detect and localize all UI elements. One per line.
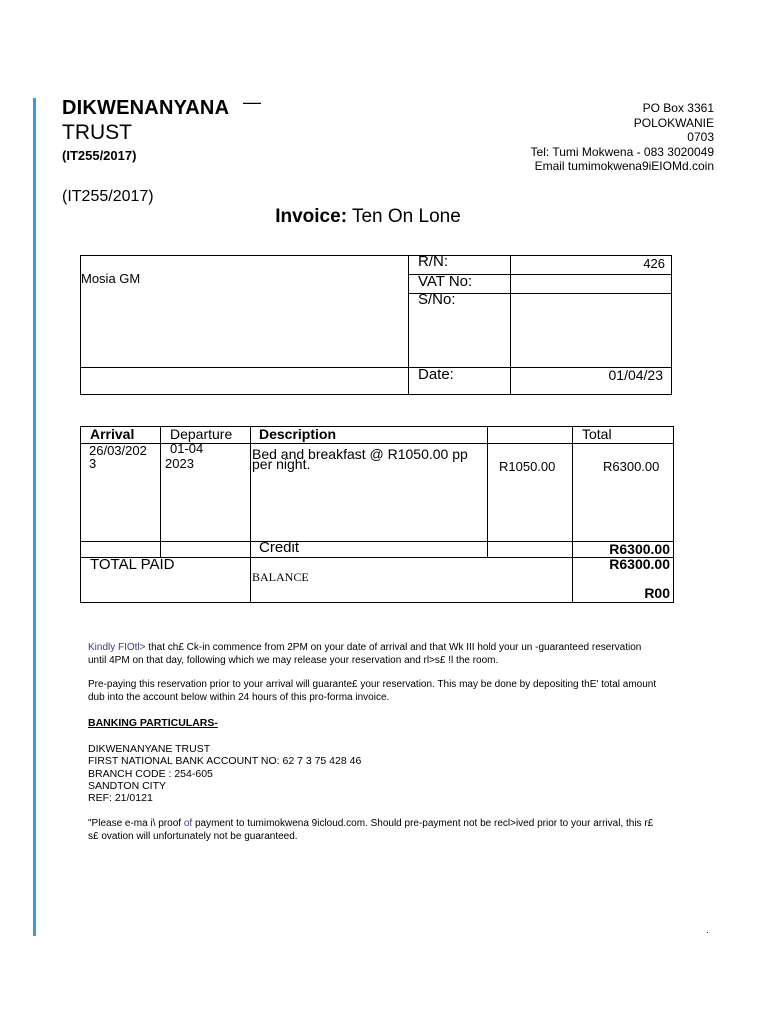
departure-line-2: 2023 [165,456,194,471]
org-name-dash: — [243,92,261,112]
address-line: 0703 [687,130,714,144]
banking-heading: BANKING PARTICULARS- [88,717,218,729]
divider [572,426,573,603]
rn-label: R/N: [418,253,448,270]
org-registration: (IT255/2017) [62,148,137,163]
date-value: 01/04/23 [608,367,663,383]
arrival-line-1: 26/03/202 [89,443,147,458]
credit-value: R6300.00 [609,541,670,557]
departure-line-1: 01-04 [170,441,204,456]
divider [487,426,488,557]
banking-details [88,743,361,804]
checkin-note-text: that ch£ Ck-in commence from 2PM on your date of arrival and that Wk III hold your un -guaranteed reservation until 4PM on that day, following which we may release your reservation and rl>s£ !l the room. [88,642,642,666]
checkin-note-kindly: Kindly FIOtl> [88,642,146,653]
rate-cell: R1050.00 [499,459,556,474]
bank-line: SANDTON CITY [88,779,166,792]
proof-note-a: "Please e-ma i\ proof [88,818,184,829]
address-line: Tel: Tumi Mokwena - 083 3020049 [530,144,714,159]
address-line: POLOKWANIE [633,115,714,130]
checkin-note [88,642,658,667]
divider [250,426,251,603]
bank-line: DIKWENANYANE TRUST [88,743,211,755]
total-paid-label: TOTAL PAID [90,556,175,573]
header-arrival: Arrival [90,426,135,442]
proof-note [88,818,658,843]
invoice-name: Ten On Lone [351,206,461,227]
customer-box [80,255,672,395]
bank-line: FIRST NATIONAL BANK ACCOUNT NO: 62 7 3 75 428 46 [88,755,362,768]
customer-name: Mosia GM [81,271,141,286]
header-departure: Departure [170,426,233,442]
description-cell: Bed and breakfast @ R1050.00 pp per night. [252,446,468,472]
address-block [531,101,714,174]
invoice-title [0,206,736,228]
org-name: DIKWENANYANA [62,97,230,119]
address-line: PO Box 3361 [642,101,714,115]
header-description: Description [259,426,337,442]
date-label: Date: [418,366,454,383]
registration-repeat: (IT255/2017) [62,188,154,205]
bank-line: REF: 21/0121 [88,792,153,805]
rn-value: 426 [643,256,665,271]
address-line: Email tumimokwena9iEIOMd.coin [534,159,714,173]
vat-label: VAT No: [418,273,473,290]
proof-note-b: payment to tumimokwena 9icloud.com. Should pre-payment not be recl>ived prior to your arrival, this r£ s£ ovation will unfortunately not be guaranteed. [88,818,654,842]
balance-label: BALANCE [252,570,309,584]
total-cell: R6300.00 [603,459,660,474]
invoice-label: Invoice: [275,206,348,227]
balance-value: R00 [644,585,670,601]
prepay-note: Pre-paying this reservation prior to your arrival will guarante£ your reservation. This may be done by depositing thE' total amount dub into the account below within 24 hours of this pro-forma invoice. [88,679,657,703]
org-trust: TRUST [62,121,132,144]
divider [510,255,511,395]
divider [80,367,672,368]
credit-label: Credit [259,539,300,556]
sno-label: S/No: [418,291,456,308]
arrival-line-2: 3 [89,456,97,471]
total-paid-value: R6300.00 [609,556,670,572]
bank-line: BRANCH CODE : 254-605 [88,767,213,780]
divider [80,541,674,542]
header-total: Total [582,426,612,442]
divider [408,255,409,395]
proof-note-of: of [183,818,193,829]
trailing-dot: . [706,925,709,936]
divider [160,426,161,557]
